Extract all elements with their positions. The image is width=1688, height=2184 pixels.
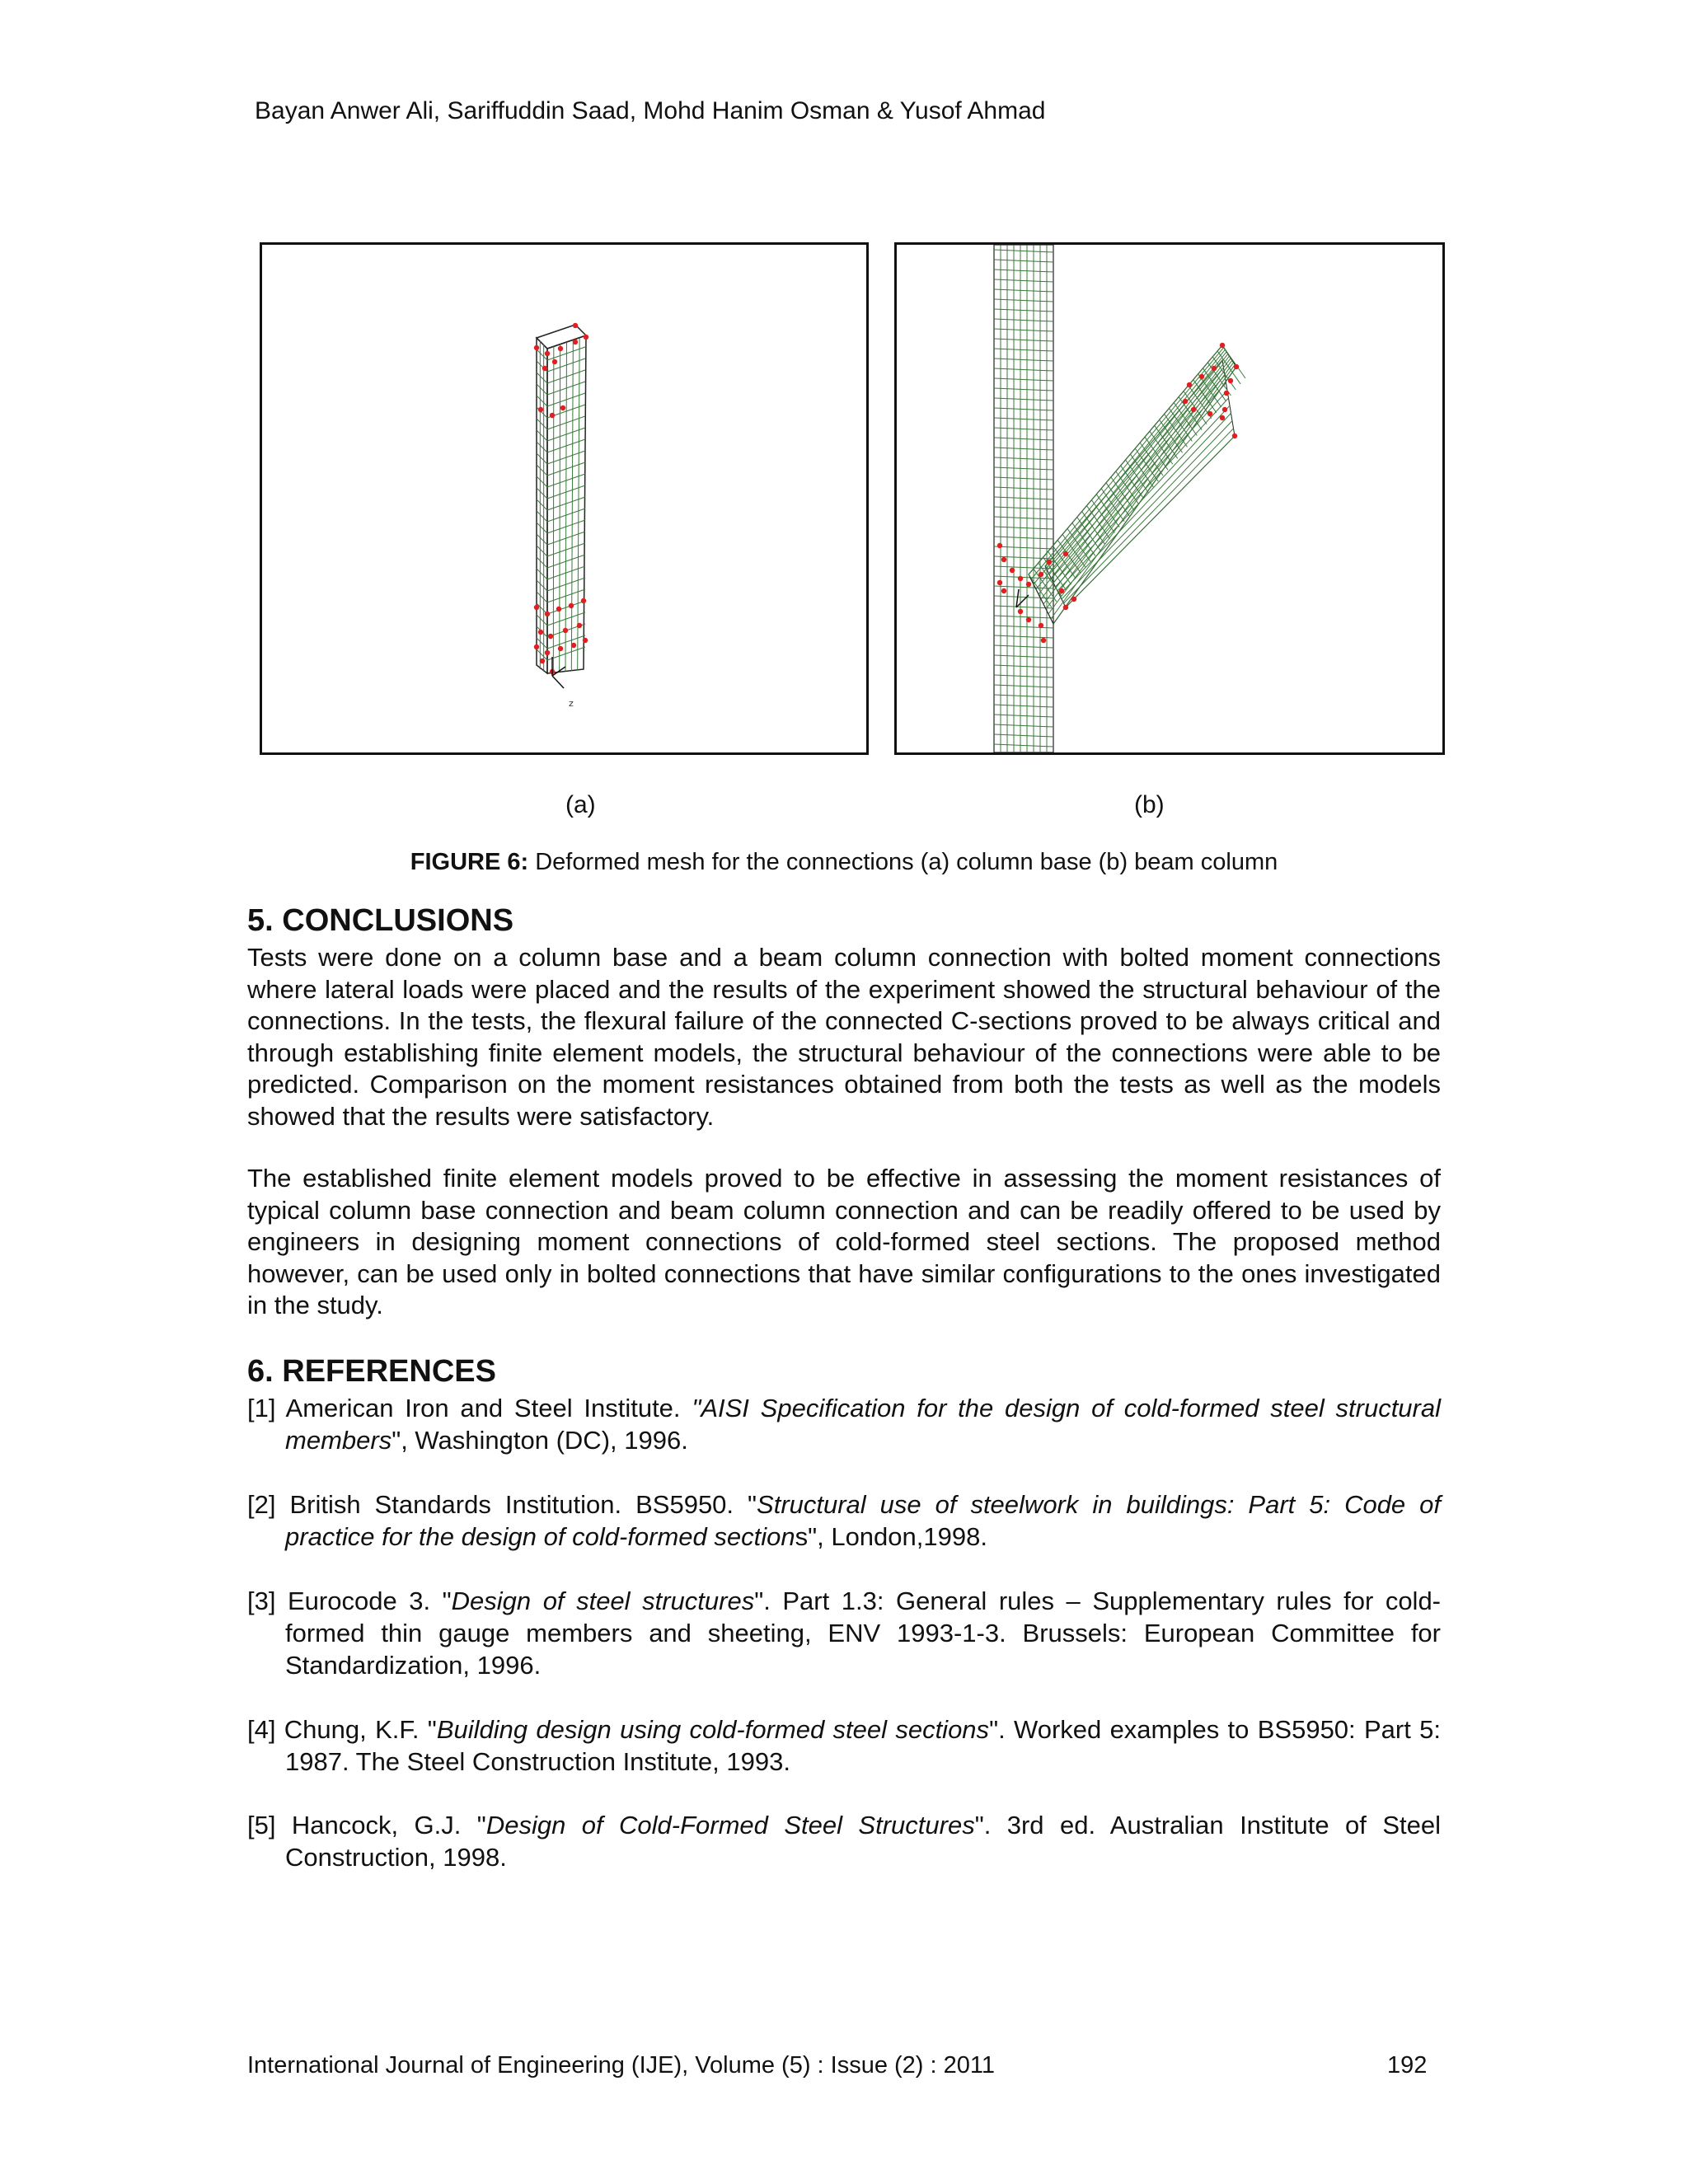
mesh-line: [994, 546, 1053, 549]
figure-label-a: (a): [565, 791, 596, 818]
bolt-node: [1039, 572, 1043, 577]
mesh-line: [1039, 354, 1228, 594]
mesh-line: [537, 476, 547, 487]
bolt-node: [1232, 434, 1237, 438]
bolt-node: [1026, 582, 1031, 587]
mesh-line: [578, 338, 580, 670]
bolt-node: [1234, 364, 1239, 369]
bolt-node: [1063, 551, 1068, 556]
mesh-line: [994, 517, 1053, 519]
bolt-node: [569, 603, 574, 608]
page-number: 192: [1387, 2052, 1428, 2079]
mesh-line: [994, 250, 1053, 252]
mesh-line: [537, 430, 547, 441]
mesh-line: [1150, 431, 1173, 464]
mesh-line: [994, 497, 1053, 499]
bolt-node: [573, 340, 578, 344]
mesh-line: [994, 665, 1053, 668]
bolt-node: [577, 623, 582, 628]
bolt-node: [1041, 638, 1046, 643]
bolt-node: [545, 351, 550, 356]
mesh-line: [537, 499, 547, 510]
reference-item: [5] Hancock, G.J. "Design of Cold-Formed Steel Structures". 3rd ed. Australian Institute of Steel Construction, 1998.: [247, 1811, 1441, 1872]
bolt-node: [997, 543, 1002, 548]
bolt-node: [534, 644, 539, 649]
mesh-line: [1060, 413, 1231, 595]
bolt-node: [550, 413, 555, 418]
bolt-node: [1063, 605, 1068, 610]
bolt-node: [1001, 588, 1006, 593]
column-base-mesh-svg: [262, 245, 866, 752]
bolt-node: [556, 607, 561, 612]
mesh-line: [1053, 391, 1227, 583]
bolt-node: [1228, 378, 1233, 383]
bolt-node: [1212, 366, 1217, 371]
mesh-line: [537, 569, 547, 579]
mesh-line: [994, 477, 1053, 480]
mesh-line: [1052, 383, 1226, 579]
bolt-node: [538, 407, 543, 412]
reference-item: [3] Eurocode 3. "Design of steel structures". Part 1.3: General rules – Supplementary rules for cold-formed thin gauge members and sheeting, ENV 1993-1-3. Brussels: European Committee for Standardization, 1996.: [247, 1586, 1442, 1680]
references-heading: 6. REFERENCES: [247, 1354, 496, 1389]
mesh-line: [537, 488, 547, 499]
column-mesh: [537, 325, 586, 673]
mesh-line: [1053, 367, 1236, 624]
mesh-line: [994, 715, 1053, 717]
mesh-line: [537, 465, 547, 476]
mesh-line: [537, 453, 547, 464]
bolt-node: [1010, 568, 1015, 573]
bolt-node: [1018, 609, 1023, 614]
mesh-line: [994, 457, 1053, 460]
mesh-line: [1039, 563, 1062, 596]
mesh-line: [547, 566, 585, 579]
mesh-line: [994, 299, 1053, 302]
bolt-node: [573, 323, 578, 328]
mesh-line: [537, 419, 547, 429]
bolt-node: [571, 643, 576, 648]
mesh-line: [994, 309, 1053, 312]
caption-label: FIGURE 6:: [410, 849, 529, 875]
mesh-line: [565, 342, 567, 671]
mesh-line: [994, 616, 1053, 618]
bolt-node: [1191, 407, 1196, 412]
bolt-node: [1220, 343, 1225, 348]
bolt-node: [1207, 411, 1212, 416]
mesh-line: [1041, 356, 1230, 599]
figure-6a-column-base: [260, 242, 869, 755]
mesh-line: [994, 428, 1053, 430]
mesh-line: [994, 289, 1053, 292]
bolt-node: [1222, 407, 1227, 412]
bolt-node: [552, 359, 557, 364]
bolt-node: [558, 646, 563, 651]
mesh-line: [994, 319, 1053, 321]
mesh-line: [994, 507, 1053, 509]
bolt-node: [558, 346, 563, 351]
bolt-node: [534, 605, 539, 610]
mesh-line: [571, 340, 573, 671]
bolt-node: [1224, 391, 1229, 396]
mesh-line: [994, 339, 1053, 341]
mesh-line: [994, 705, 1053, 707]
bolt-node: [1183, 399, 1188, 404]
mesh-line: [994, 349, 1053, 351]
mesh-line: [1046, 360, 1232, 609]
mesh-line: [994, 329, 1053, 331]
reference-item: [2] British Standards Institution. BS5950. "Structural use of steelwork in buildings: Part 5: Code of practice for the design of cold-formed sections", London,1998.: [247, 1490, 1442, 1551]
bolt-node: [1071, 597, 1076, 602]
bolt-node: [1001, 557, 1006, 562]
mesh-line: [547, 589, 585, 602]
mesh-line: [994, 398, 1053, 401]
mesh-line: [994, 448, 1053, 450]
bolt-node: [542, 366, 547, 371]
mesh-line: [537, 511, 547, 522]
mesh-line: [537, 580, 547, 591]
bolt-node: [1047, 560, 1052, 565]
bolt-node: [997, 580, 1002, 585]
mesh-line: [994, 269, 1053, 272]
bolt-node: [1199, 374, 1204, 379]
mesh-line: [994, 408, 1053, 410]
mesh-line: [994, 685, 1053, 687]
bolt-node: [1187, 382, 1192, 387]
mesh-line: [537, 592, 547, 602]
mesh-line: [994, 655, 1053, 658]
mesh-line: [537, 534, 547, 545]
mesh-line: [1048, 363, 1234, 614]
figure-caption: [0, 849, 1688, 876]
mesh-line: [994, 744, 1053, 747]
conclusions-paragraph-2: The established finite element models proved to be effective in assessing the moment resistances of typical column base connection and beam column connection and can be readily offered to be used by engineers in designing moment connections of cold-formed steel sections. The proposed method however, can be used only in bolted connections that have similar configurations to the ones investigated in the study.: [247, 1164, 1441, 1319]
mesh-line: [547, 578, 585, 591]
figure-label-b: (b): [1134, 791, 1165, 818]
mesh-line: [994, 418, 1053, 420]
journal-footer: International Journal of Engineering (IJE), Volume (5) : Issue (2) : 2011: [247, 2052, 996, 2079]
mesh-line: [1051, 364, 1235, 619]
bolt-node: [540, 658, 545, 663]
bolt-node: [538, 630, 543, 635]
mesh-line: [1066, 436, 1235, 607]
reference-item: [4] Chung, K.F. "Building design using cold-formed steel sections". Worked examples to BS5950: Part 5: 1987. The Steel Construction Institute, 1993.: [247, 1715, 1442, 1776]
mesh-line: [994, 537, 1053, 539]
conclusions-heading: 5. CONCLUSIONS: [247, 903, 514, 938]
caption-text: Deformed mesh for the connections (a) column base (b) beam column: [528, 849, 1278, 875]
mesh-line: [994, 279, 1053, 282]
mesh-line: [994, 566, 1053, 569]
mesh-line: [537, 546, 547, 556]
mesh-line: [994, 487, 1053, 490]
beam-column-mesh-svg: [897, 245, 1442, 752]
mesh-line: [994, 635, 1053, 638]
mesh-line: [1145, 437, 1168, 470]
mesh-line: [537, 523, 547, 533]
bolt-node: [581, 598, 586, 603]
bolt-node: [584, 335, 588, 340]
bolt-node: [560, 405, 565, 410]
mesh-line: [994, 724, 1053, 727]
mesh-line: [537, 384, 547, 395]
mesh-line: [1043, 359, 1231, 604]
mesh-line: [994, 388, 1053, 391]
mesh-line: [994, 467, 1053, 470]
beam-mesh: [1029, 345, 1245, 624]
mesh-line: [994, 438, 1053, 440]
axis-label: z: [569, 698, 574, 709]
mesh-line: [994, 734, 1053, 737]
bolt-node: [583, 638, 588, 643]
mesh-line: [537, 615, 547, 626]
mesh-line: [994, 359, 1053, 361]
conclusions-paragraph-1: Tests were done on a column base and a beam column connection with bolted moment connections where lateral loads were placed and the results of the experiment showed the structural behaviour of the connections. In the tests, the flexural failure of the connected C-sections proved to be always critical and through establishing finite element models, the structural behaviour of the connections were able to be predicted. Comparison on the moment resistances obtained from both the tests as well as the models showed that the results were satisfactory.: [247, 943, 1441, 1131]
mesh-line: [537, 396, 547, 406]
mesh-line: [537, 557, 547, 568]
column-mesh-b: [994, 245, 1053, 752]
mesh-line: [994, 378, 1053, 381]
running-header: Bayan Anwer Ali, Sariffuddin Saad, Mohd Hanim Osman & Yusof Ahmad: [255, 97, 1046, 124]
bolt-node: [548, 634, 553, 639]
bolt-node: [545, 650, 550, 655]
mesh-line: [994, 368, 1053, 371]
mesh-line: [537, 442, 547, 452]
mesh-line: [547, 601, 585, 614]
mesh-line: [994, 645, 1053, 648]
figure-6b-beam-column: [894, 242, 1445, 755]
bolt-node: [1059, 588, 1064, 593]
mesh-line: [994, 695, 1053, 697]
bolt-node: [545, 612, 550, 616]
bolt-node: [563, 628, 568, 633]
mesh-line: [994, 626, 1053, 628]
mesh-line: [994, 675, 1053, 677]
mesh-line: [994, 527, 1053, 529]
mesh-line: [537, 373, 547, 383]
bolt-node: [1039, 623, 1043, 628]
bolt-node: [1220, 415, 1225, 420]
reference-item: [1] American Iron and Steel Institute. "AISI Specification for the design of cold-formed steel structural members", Washington (DC), 1996.: [247, 1394, 1441, 1455]
bolt-node: [1026, 617, 1031, 622]
mesh-line: [994, 260, 1053, 262]
bolt-node: [534, 345, 539, 350]
bolt-node: [1018, 576, 1023, 581]
